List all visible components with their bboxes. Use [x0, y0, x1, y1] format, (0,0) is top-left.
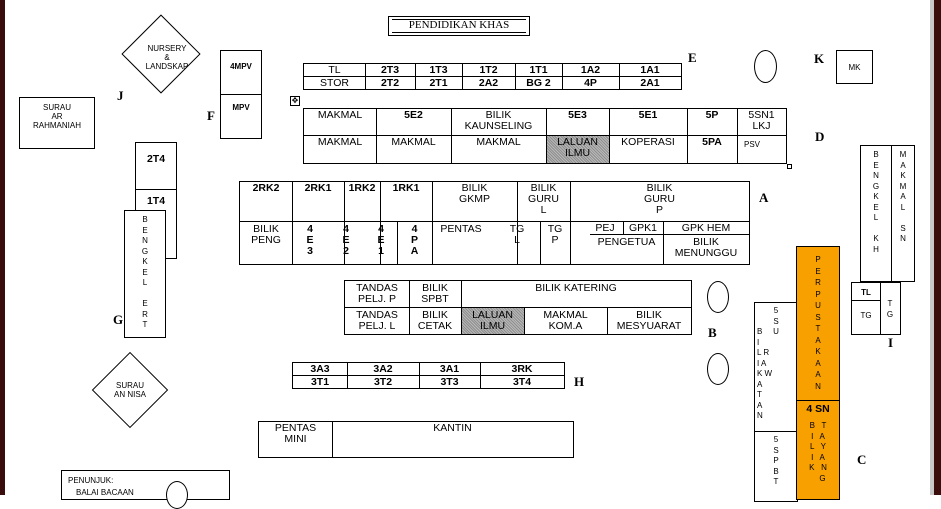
label-k: K [814, 51, 825, 66]
room-2t3: 2T3 [380, 65, 400, 76]
label-d: D [815, 129, 825, 144]
room-3t1: 3T1 [310, 377, 330, 388]
nursery-label: NURSERY & LANDSKAP [145, 44, 189, 71]
room-4e3: 4 E 3 [306, 224, 314, 257]
room-stor: STOR [320, 78, 349, 89]
surau-annisa-label: SURAU AN NISA [113, 381, 146, 399]
room-3t4: 3T4 [512, 377, 532, 388]
room-5e2: 5E2 [404, 110, 423, 121]
room-bilik-peng: BILIK PENG [251, 224, 281, 246]
room-tandas-l: TANDAS PELJ. L [356, 310, 398, 332]
room-5e1: 5E1 [638, 110, 658, 121]
room-gpk1: GPK1 [628, 223, 657, 234]
room-mpv: MPV [220, 94, 262, 139]
label-g: G [113, 312, 124, 327]
room-5pa: 5PA [702, 137, 722, 148]
laluan-ilmu-d: LALUAN ILMU [557, 137, 598, 159]
room-2t2: 2T2 [380, 78, 400, 89]
label-b: B [708, 325, 717, 340]
label-e: E [688, 50, 697, 65]
room-makmal-4: MAKMAL [476, 137, 521, 148]
room-bg2: BG 2 [526, 78, 551, 89]
room-bilik-rawatan: B I L R I A K W A T A N [757, 327, 773, 420]
right-frame-border [934, 0, 941, 495]
label-j: J [117, 88, 124, 103]
block-b [344, 280, 692, 335]
block-d [303, 108, 787, 164]
label-i: I [888, 335, 894, 350]
room-tl: TL [328, 65, 341, 76]
oval-b1 [707, 281, 729, 313]
oval-b2 [707, 353, 729, 385]
room-2rk1: 2RK1 [304, 183, 332, 194]
room-pengetua: PENGETUA [597, 237, 656, 248]
room-bilik-mesyuarat: BILIK MESYUARAT [616, 310, 682, 332]
room-makmal-koma: MAKMAL KOM.A [543, 310, 588, 332]
room-tg-l: TG L [509, 224, 525, 246]
bengkel-ert: B E N G K E L E R T [124, 210, 166, 338]
room-5spbt: 5 S P B T [773, 435, 779, 486]
room-5e3: 5E3 [568, 110, 587, 121]
perpustakaan: P E R P U S T A K A A N [796, 246, 840, 401]
room-1t2: 1T2 [479, 65, 498, 76]
room-pej: PEJ [595, 223, 615, 234]
room-makmal-3: MAKMAL [391, 137, 436, 148]
room-tg-vertical: T G [886, 299, 894, 319]
room-1a1: 1A1 [640, 65, 660, 76]
block-a [239, 181, 750, 265]
laluan-ilmu-b: LALUAN ILMU [472, 310, 513, 332]
room-bilik-katering: BILIK KATERING [535, 283, 617, 294]
room-tl-right: TL [861, 288, 871, 297]
label-a: A [759, 190, 769, 205]
label-f: F [207, 108, 215, 123]
room-4pa: 4 P A [410, 224, 419, 257]
makmal-sn: M A K M A L S N [891, 145, 915, 282]
room-gpk-hem: GPK HEM [681, 223, 731, 234]
room-tandas-p: TANDAS PELJ. P [356, 283, 398, 305]
room-3t2: 3T2 [373, 377, 393, 388]
room-bilik-spbt: BILIK SPBT [421, 283, 449, 305]
room-makmal-1: MAKMAL [317, 110, 363, 121]
room-bilik-tayang: B T I A L Y I A K N G [809, 421, 827, 483]
room-4mpv: 4MPV [220, 50, 262, 95]
room-makmal-2: MAKMAL [317, 137, 363, 148]
left-frame-border [0, 0, 5, 495]
room-kantin: KANTIN [433, 423, 472, 434]
room-4e2: 4 E 2 [342, 224, 350, 257]
room-koperasi: KOPERASI [621, 137, 675, 148]
toilet-block [851, 282, 901, 335]
block-kantin [258, 421, 574, 458]
move-handle-icon[interactable]: ✥ [291, 96, 299, 105]
legend-box: PENUNJUK: BALAI BACAAN [61, 470, 230, 500]
legend-oval [166, 481, 188, 509]
room-4sn: 4 SN B T I A L Y I A K N G [796, 400, 840, 500]
room-tg-p: TG P [547, 224, 563, 246]
room-tg-right: TG [860, 311, 872, 320]
room-psv: PSV [743, 140, 760, 149]
room-1t3: 1T3 [429, 65, 448, 76]
room-1rk1: 1RK1 [392, 183, 420, 194]
room-2t1: 2T1 [429, 78, 448, 89]
room-3a1: 3A1 [439, 364, 460, 375]
room-bilik-menunggu: BILIK MENUNGGU [674, 237, 738, 259]
block-h [292, 362, 565, 389]
room-1a2: 1A2 [580, 65, 601, 76]
room-1rk2: 1RK2 [348, 183, 376, 194]
room-2rk2: 2RK2 [252, 183, 280, 194]
room-5su: 5 S U [773, 306, 779, 336]
room-4e1: 4 E 1 [377, 224, 385, 257]
room-bilik-kaunseling: BILIK KAUNSELING [464, 110, 533, 132]
oval-e [754, 50, 777, 83]
room-2a1: 2A1 [640, 78, 660, 89]
room-bilik-guru-p: BILIK GURU P [644, 183, 675, 216]
label-c: C [857, 452, 867, 467]
room-4p: 4P [584, 78, 597, 89]
room-1t1: 1T1 [529, 65, 548, 76]
room-1t4: 1T4 [135, 189, 177, 259]
room-2a2: 2A2 [478, 78, 499, 89]
room-bilik-guru-l: BILIK GURU L [528, 183, 559, 216]
bengkel-kh: B E N G K E L K H [860, 145, 892, 282]
surau-ar-rahmaniah: SURAU AR RAHMANIAH [19, 97, 95, 149]
room-pentas: PENTAS [440, 224, 482, 235]
room-bilik-gkmp: BILIK GKMP [459, 183, 490, 205]
label-h: H [574, 374, 585, 389]
room-mk: MK [836, 50, 873, 84]
room-3rk: 3RK [511, 364, 533, 375]
room-3a3: 3A3 [310, 364, 330, 375]
block-e [303, 63, 682, 90]
room-pentas-mini: PENTAS MINI [274, 423, 317, 445]
room-3a2: 3A2 [373, 364, 393, 375]
room-3t3: 3T3 [440, 377, 459, 388]
room-5p: 5P [705, 110, 719, 121]
resize-handle[interactable] [787, 164, 792, 169]
room-2t4: 2T4 [135, 142, 177, 190]
room-5sn1-lkj: 5SN1 LKJ [748, 110, 775, 132]
room-bilik-cetak: BILIK CETAK [417, 310, 453, 332]
bilik-rawatan-block [754, 302, 798, 502]
page-title: PENDIDIKAN KHAS [408, 20, 510, 31]
title-box [388, 16, 530, 36]
